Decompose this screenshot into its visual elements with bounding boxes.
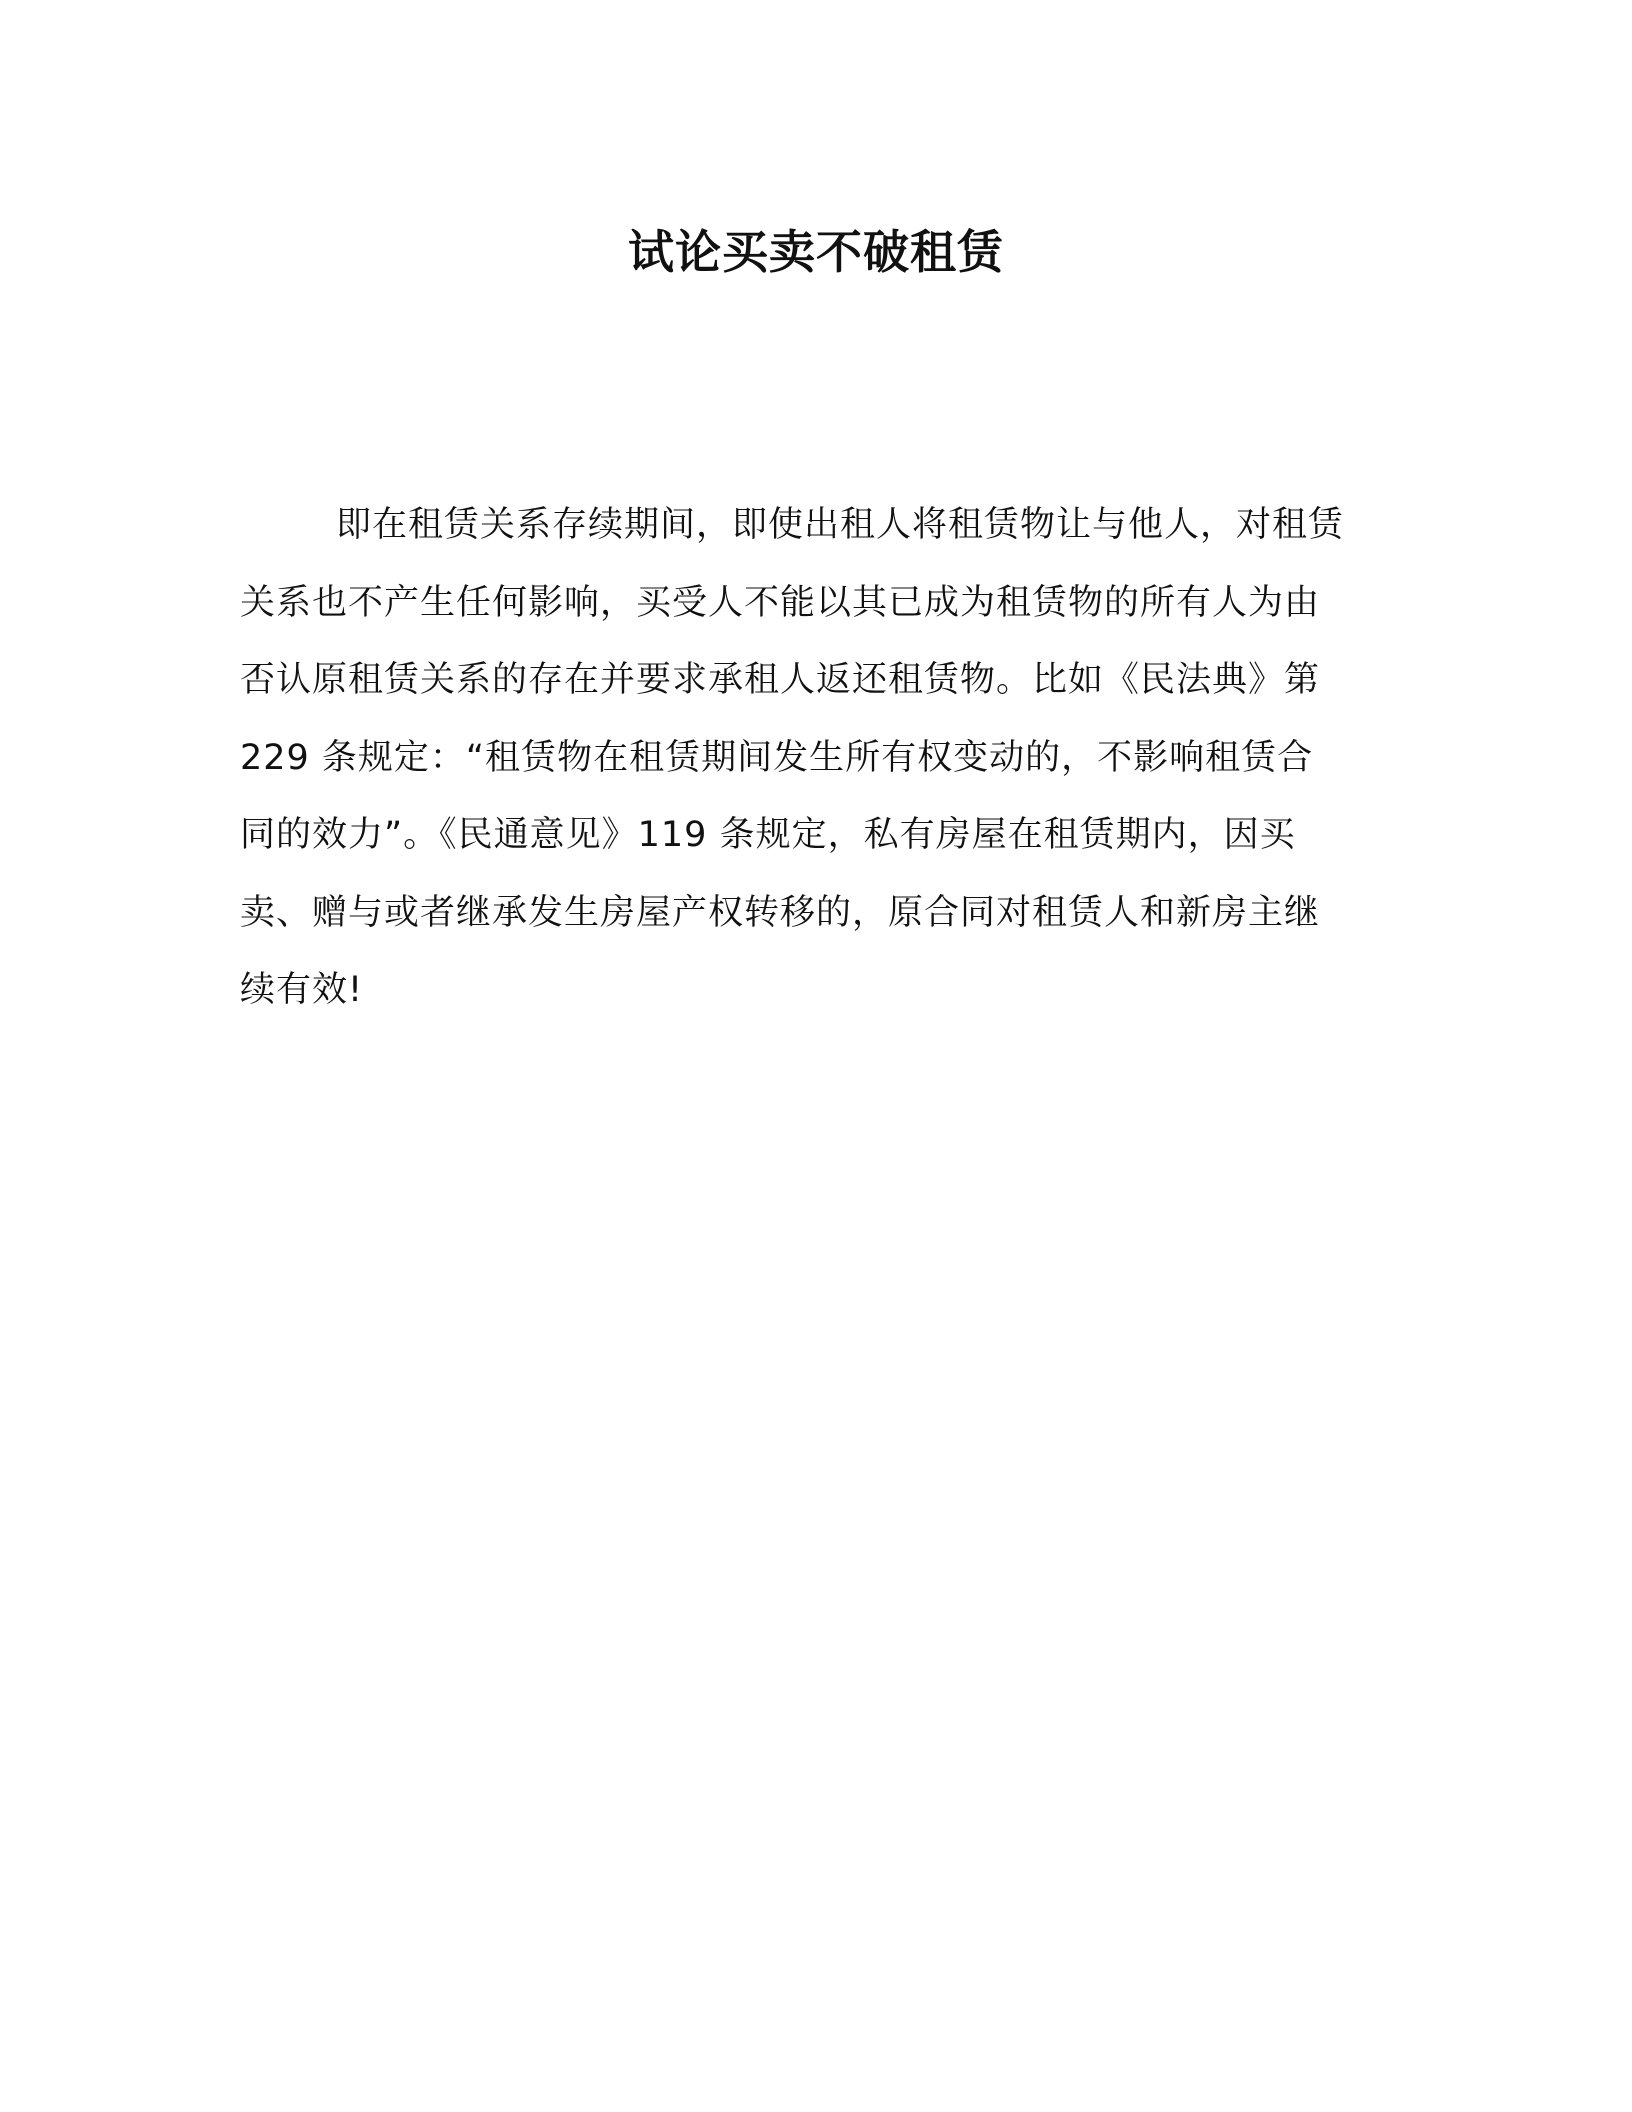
document-title: 试论买卖不破租赁	[628, 225, 1004, 279]
document-paragraph	[240, 487, 1380, 1030]
paragraph-line: 即在租赁关系存续期间，即使出租人将租赁物让与他人，对租赁	[336, 505, 1345, 545]
paragraph-line: 229 条规定：“租赁物在租赁期间发生所有权变动的，不影响租赁合	[240, 737, 1314, 778]
paragraph-line: 同的效力”。《民通意见》119 条规定，私有房屋在租赁期内，因买	[240, 815, 1296, 855]
paragraph-line: 否认原租赁关系的存在并要求承租人返还租赁物。比如《民法典》第	[240, 660, 1321, 700]
paragraph-line: 卖、赠与或者继承发生房屋产权转移的，原合同对租赁人和新房主继	[240, 892, 1321, 933]
paragraph-line: 关系也不产生任何影响，买受人不能以其已成为租赁物的所有人为由	[240, 582, 1321, 623]
paragraph-line: 续有效!	[240, 970, 364, 1010]
